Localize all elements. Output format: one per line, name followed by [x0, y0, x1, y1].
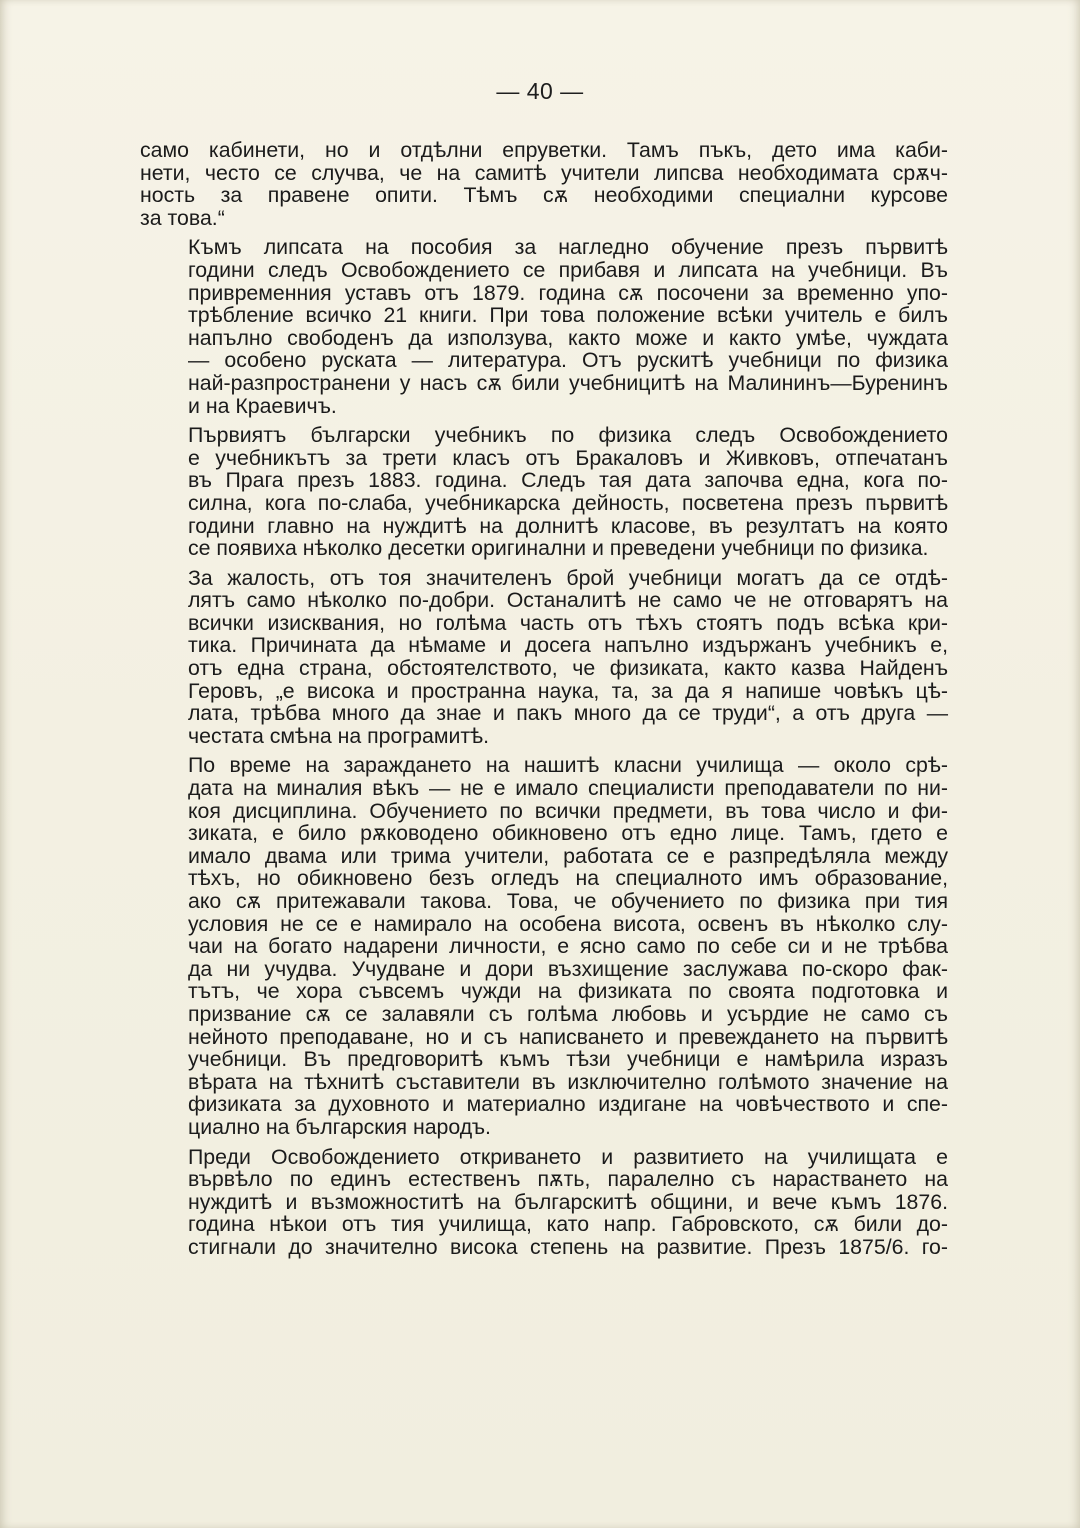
text-line: вървѣло по единъ естественъ пѫть, паралелно съ нарастването на	[188, 1167, 948, 1192]
text-line: да ни учудва. Учудване и дори възхищение заслужава по-скоро фак-	[188, 956, 948, 981]
text-line: ако сѫ притежавали такова. Това, че обучението по физика при тия	[188, 889, 948, 913]
text-line: ность за правене опити. Тѣмъ сѫ необходими специални курсове	[140, 183, 948, 208]
text-line: Къмъ липсата на пособия за нагледно обучение презъ първитѣ	[188, 235, 948, 260]
text-line: условия не се е намирало на особена висота, освенъ въ нѣколко слу-	[188, 911, 948, 936]
text-line: отъ една страна, обстоятелството, че физиката, както казва Найденъ	[188, 656, 948, 681]
text-line: По време на зараждането на нашитѣ класни училища — около срѣ-	[188, 753, 948, 778]
text-line: се появиха нѣколко десетки оригинални и преведени учебници по физика.	[188, 536, 929, 561]
text-line: зиката, е било рѫководено обикновено отъ едно лице. Тамъ, гдето е	[188, 821, 948, 846]
paragraph	[140, 754, 948, 1138]
text-line: призвание сѫ се залавяли съ голѣма любовь и усърдие не само съ	[188, 1001, 948, 1026]
text-line: — особено руската — литература. Отъ рускитѣ учебници по физика	[188, 348, 948, 373]
text-line: лятъ само нѣколко по-добри. Останалитѣ не само че не отговарятъ на	[188, 588, 948, 613]
body-text	[140, 139, 948, 1259]
text-line: и на Краевичъ.	[188, 393, 337, 418]
text-line: стигнали до значително висока степень на развитие. Презъ 1875/6. го-	[188, 1234, 948, 1259]
text-line: чаи на богато надарени личности, е ясно само по себе си и не трѣбва	[188, 934, 948, 959]
text-line: Преди Освобождението откриването и развитието на училищата е	[188, 1144, 948, 1169]
text-line: най-разпространени у насъ сѫ били учебницитѣ на Малининъ—Буренинъ	[188, 370, 948, 395]
text-line: въ Прага презъ 1883. година. Следъ тая дата започва една, кога по-	[188, 468, 948, 493]
text-line: силна, кога по-слаба, учебникарска дейность, посветена презъ първитѣ	[188, 490, 948, 515]
text-line: привременния уставъ отъ 1879. година сѫ посочени за временно упо-	[188, 280, 948, 305]
text-line: тика. Причината да нѣмаме и досега напълно издържанъ учебникъ е,	[188, 633, 948, 658]
text-line: физиката за духовното и материално издигане на човѣчеството и спе-	[188, 1092, 948, 1117]
text-line: циално на българския народъ.	[188, 1114, 491, 1139]
text-line: всички изисквания, но голѣма часть отъ тѣхъ стоятъ подъ всѣка кри-	[188, 610, 948, 635]
text-line: е учебникътъ за трети класъ отъ Бракаловъ и Живковъ, отпечатанъ	[188, 445, 948, 470]
text-line: вѣрата на тѣхнитѣ съставители въ изключително голѣмото значение на	[188, 1069, 948, 1094]
text-line: само кабинети, но и отдѣлни епруветки. Тамъ пъкъ, дето има каби-	[140, 138, 948, 162]
text-line: За жалость, отъ тоя значителенъ брой учебници могатъ да се отдѣ-	[188, 565, 948, 590]
text-line: Геровъ, „е висока и пространна наука, та, за да я напише човѣкъ цѣ-	[188, 678, 948, 703]
text-line: години главно на нуждитѣ на долнитѣ класове, въ резултатъ на която	[188, 513, 948, 538]
text-line: за това.“	[140, 205, 225, 230]
text-line: нейното преподаване, но и съ написването и превеждането на първитѣ	[188, 1024, 948, 1049]
text-line: нуждитѣ и възможноститѣ на българскитѣ общини, и вече къмъ 1876.	[188, 1189, 948, 1214]
text-line: коя дисциплина. Обучението по всички предмети, въ това число и фи-	[188, 798, 948, 823]
text-line: нети, често се случва, че на самитѣ учители липсва необходимата срѫч-	[140, 160, 948, 185]
text-line: имало двама или трима учители, работата се е разпредѣляла между	[188, 843, 948, 868]
text-line: тѣхъ, но обикновено безъ огледъ на специалното имъ образование,	[188, 866, 948, 891]
text-line: честата смѣна на програмитѣ.	[188, 723, 490, 748]
text-line: трѣбление всичко 21 книги. При това положение всѣки учитель е билъ	[188, 303, 948, 328]
paragraph	[140, 567, 948, 748]
text-line: напълно свободенъ да използува, както може и както умѣе, чуждата	[188, 325, 948, 350]
paragraph	[140, 424, 948, 560]
text-line: година нѣкои отъ тия училища, като напр. Габровското, сѫ били до-	[188, 1212, 948, 1237]
text-line: Първиятъ български учебникъ по физика следъ Освобождението	[188, 423, 948, 448]
text-line: години следъ Освобождението се прибавя и липсата на учебници. Въ	[188, 257, 948, 282]
text-line: лата, трѣбва много да знае и пакъ много да се труди“, а отъ друга —	[188, 701, 948, 726]
paragraph	[140, 1146, 948, 1259]
page-number: — 40 —	[496, 78, 584, 104]
text-line: дата на миналия вѣкъ — не е имало специалисти преподаватели по ни-	[188, 776, 948, 801]
text-line: учебници. Въ предговоритѣ къмъ тѣзи учебници е намѣрила изразъ	[188, 1047, 948, 1072]
text-line: тътъ, че хора съвсемъ чужди на физиката по своята подготовка и	[188, 979, 948, 1004]
paragraph	[140, 139, 948, 229]
paragraph	[140, 236, 948, 417]
